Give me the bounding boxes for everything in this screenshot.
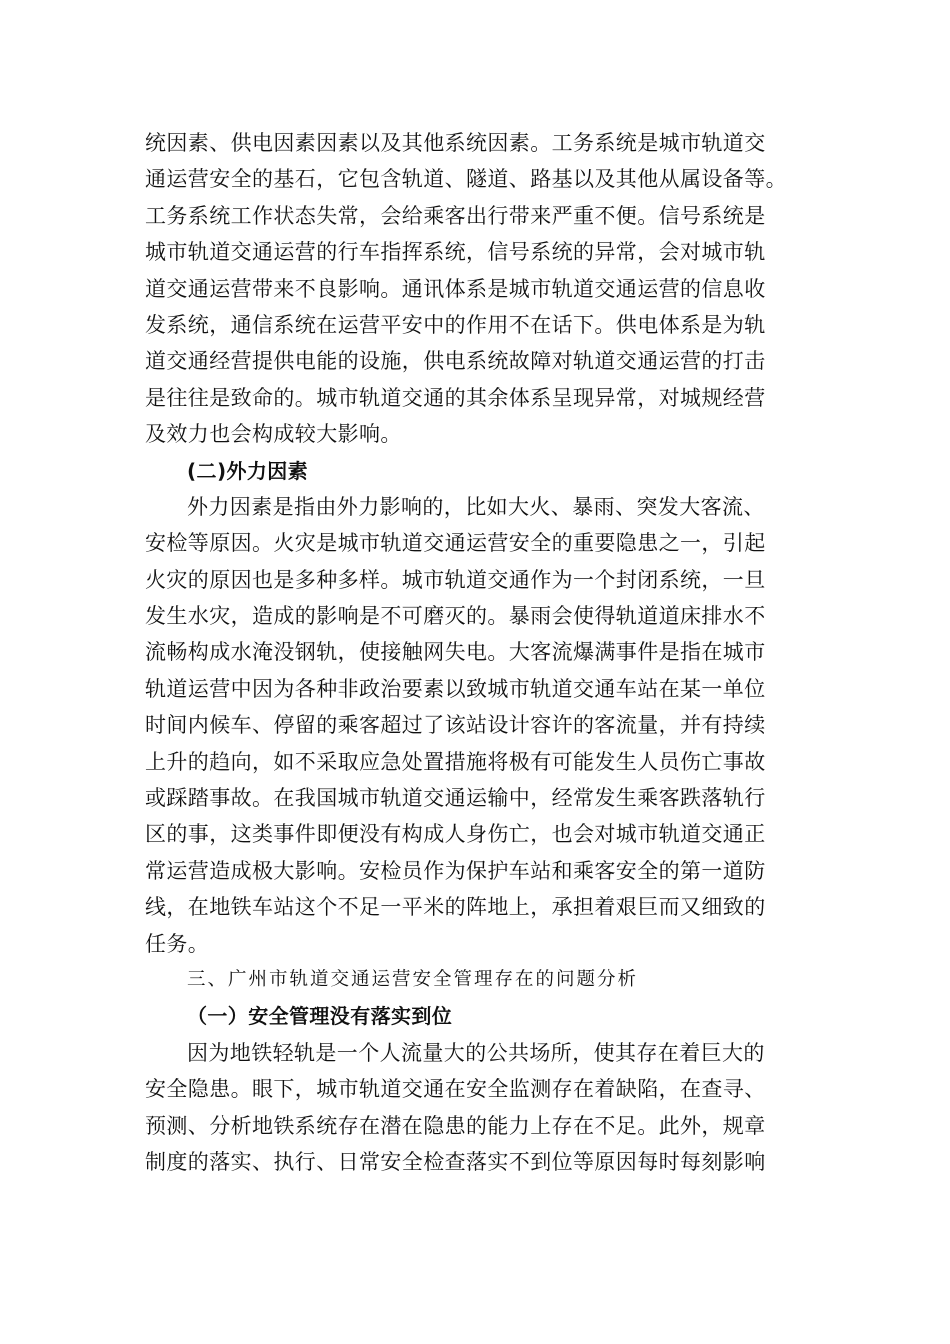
heading-external-factors: (二)外力因素 [187,458,309,483]
paragraph-safety-management [145,1035,805,1181]
text-line: 因为地铁轻轨是一个人流量大的公共场所，使其存在着巨大的 [187,1040,765,1065]
text-line: 常运营造成极大影响。安检员作为保护车站和乘客安全的第一道防 [145,858,766,883]
text-line: 火灾的原因也是多种多样。城市轨道交通作为一个封闭系统，一旦 [145,567,766,592]
text-line: 通运营安全的基石，它包含轨道、隧道、路基以及其他从属设备等。 [145,167,787,192]
text-line: 城市轨道交通运营的行车指挥系统，信号系统的异常，会对城市轨 [145,240,766,265]
text-line: 发生水灾，造成的影响是不可磨灭的。暴雨会使得轨道道床排水不 [145,604,766,629]
text-line: 道交通经营提供电能的设施，供电系统故障对轨道交通运营的打击 [145,349,766,374]
document-body [145,125,805,1180]
text-line: 时间内候车、停留的乘客超过了该站设计容许的客流量，并有持续 [145,713,766,738]
text-line: 线，在地铁车站这个不足一平米的阵地上，承担着艰巨而又细致的 [145,895,766,920]
section-title-problem-analysis: 三、广州市轨道交通运营安全管理存在的问题分析 [187,968,639,990]
text-line: 安全隐患。眼下，城市轨道交通在安全监测存在着缺陷，在查寻、 [145,1077,766,1102]
text-line: 及效力也会构成较大影响。 [145,422,402,447]
text-line: 道交通运营带来不良影响。通讯体系是城市轨道交通运营的信息收 [145,276,766,301]
text-line: 统因素、供电因素因素以及其他系统因素。工务系统是城市轨道交 [145,131,766,155]
text-line: 或踩踏事故。在我国城市轨道交通运输中，经常发生乘客跌落轨行 [145,786,766,811]
text-line: 上升的趋向，如不采取应急处置措施将极有可能发生人员伤亡事故 [145,749,766,774]
text-line: 任务。 [145,931,210,956]
text-line: 安检等原因。火灾是城市轨道交通运营安全的重要隐患之一，引起 [145,531,766,556]
heading-safety-management: （一）安全管理没有落实到位 [187,1004,453,1029]
text-line: 预测、分析地铁系统存在潜在隐患的能力上存在不足。此外，规章 [145,1113,766,1138]
text-line: 区的事，这类事件即便没有构成人身伤亡，也会对城市轨道交通正 [145,822,766,847]
text-line: 轨道运营中因为各种非政治要素以致城市轨道交通车站在某一单位 [145,676,766,701]
text-line: 外力因素是指由外力影响的，比如大火、暴雨、突发大客流、 [187,494,765,519]
text-line: 工务系统工作状态失常，会给乘客出行带来严重不便。信号系统是 [145,203,766,228]
text-line: 制度的落实、执行、日常安全检查落实不到位等原因每时每刻影响 [145,1149,766,1174]
paragraph-system-factors [145,125,805,453]
text-line: 是往往是致命的。城市轨道交通的其余体系呈现异常，对城规经营 [145,385,766,410]
text-line: 发系统，通信系统在运营平安中的作用不在话下。供电体系是为轨 [145,312,766,337]
paragraph-external-factors [145,489,805,962]
text-line: 流畅构成水淹没钢轨，使接触网失电。大客流爆满事件是指在城市 [145,640,766,665]
